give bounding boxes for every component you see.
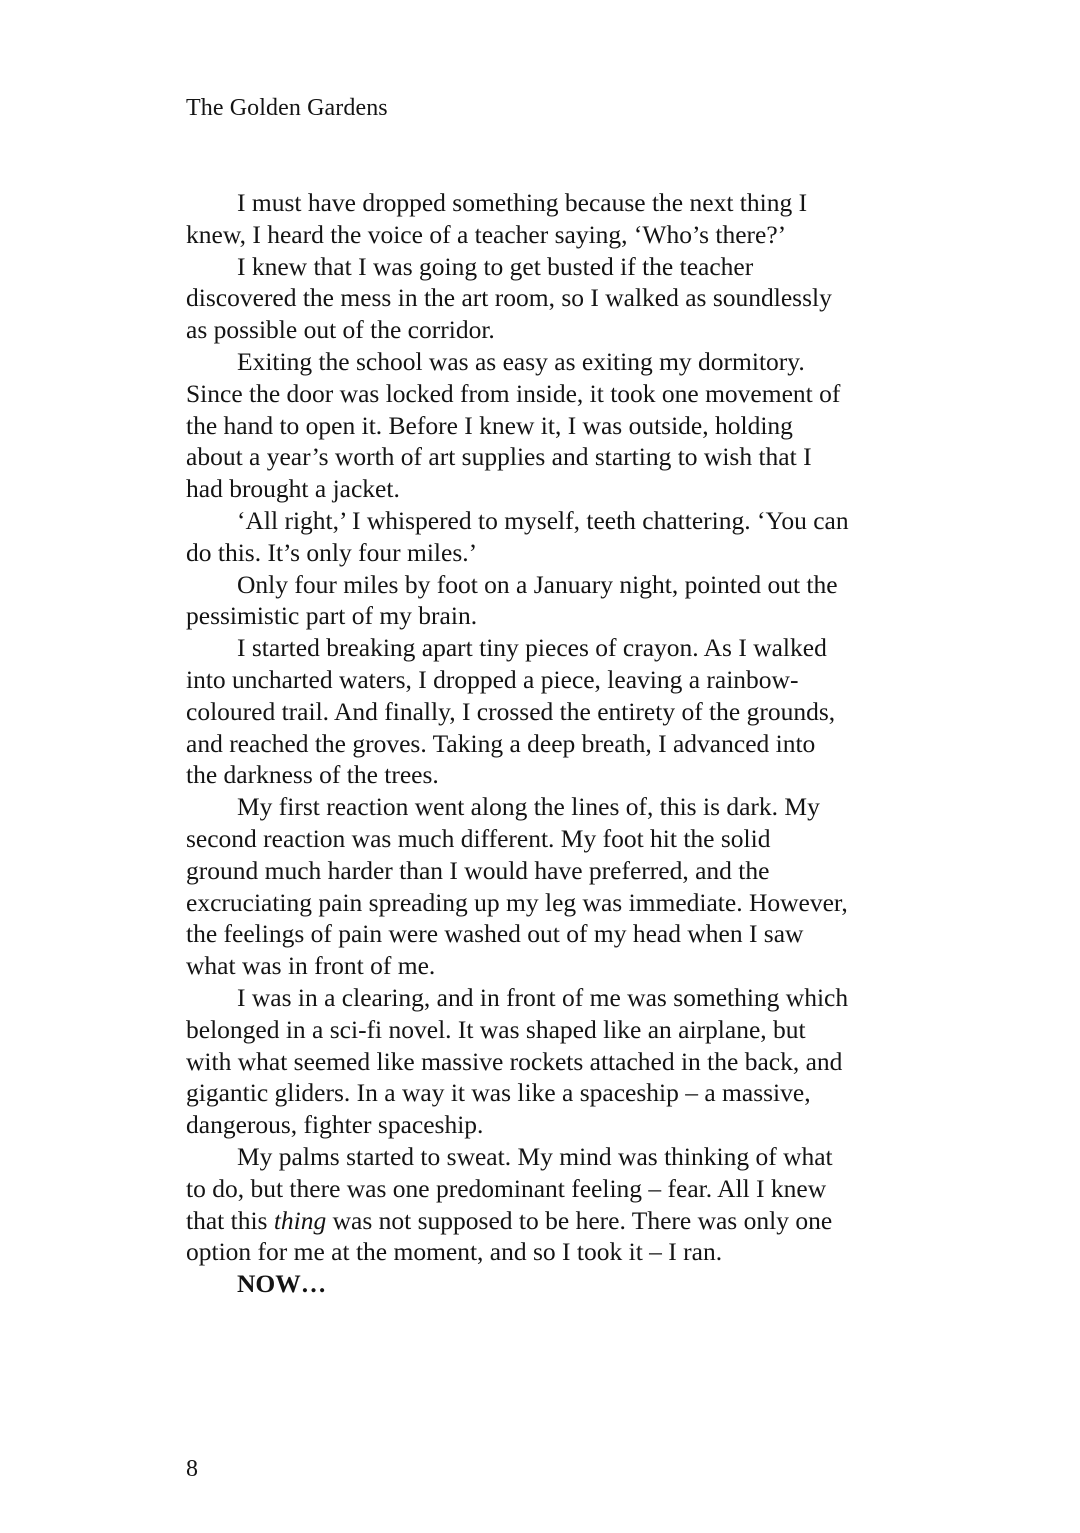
paragraph bbox=[186, 346, 898, 505]
text-run: was not supposed to be here. There was only one bbox=[326, 1205, 833, 1235]
paragraph bbox=[186, 505, 898, 569]
text-line: discovered the mess in the art room, so I walked as soundlessly bbox=[186, 283, 832, 313]
text-line: My first reaction went along the lines of, this is dark. My bbox=[237, 792, 820, 822]
closing-paragraph bbox=[186, 1268, 898, 1300]
text-line: Since the door was locked from inside, it took one movement of bbox=[186, 378, 841, 408]
text-line: what was in front of me. bbox=[186, 951, 436, 981]
text-line: into uncharted waters, I dropped a piece, leaving a rainbow- bbox=[186, 664, 799, 694]
text-line: to do, but there was one predominant feeling – fear. All I knew bbox=[186, 1173, 827, 1203]
text-line: knew, I heard the voice of a teacher saying, ‘Who’s there?’ bbox=[186, 219, 787, 249]
text-line: had brought a jacket. bbox=[186, 474, 400, 504]
text-line: the feelings of pain were washed out of my head when I saw bbox=[186, 919, 804, 949]
text-line: as possible out of the corridor. bbox=[186, 315, 495, 345]
paragraph bbox=[186, 569, 898, 633]
text-line: gigantic gliders. In a way it was like a spaceship – a massive, bbox=[186, 1078, 811, 1108]
text-line: with what seemed like massive rockets attached in the back, and bbox=[186, 1046, 843, 1076]
text-run: that this bbox=[186, 1205, 274, 1235]
text-line: pessimistic part of my brain. bbox=[186, 601, 478, 631]
text-line: the hand to open it. Before I knew it, I was outside, holding bbox=[186, 410, 793, 440]
paragraph bbox=[186, 251, 898, 346]
paragraph bbox=[186, 982, 898, 1141]
text-line: My palms started to sweat. My mind was thinking of what bbox=[237, 1141, 833, 1171]
text-line: dangerous, fighter spaceship. bbox=[186, 1110, 484, 1140]
text-line: Exiting the school was as easy as exiting my dormitory. bbox=[237, 346, 805, 376]
emphasized-word: thing bbox=[273, 1205, 327, 1235]
text-line: the darkness of the trees. bbox=[186, 760, 439, 790]
paragraph bbox=[186, 187, 898, 251]
paragraph bbox=[186, 632, 898, 791]
text-line: about a year’s worth of art supplies and starting to wish that I bbox=[186, 442, 812, 472]
text-line bbox=[186, 1205, 898, 1237]
running-header-title: The Golden Gardens bbox=[186, 95, 388, 121]
body-text bbox=[186, 187, 898, 1300]
text-line: I was in a clearing, and in front of me was something which bbox=[237, 982, 849, 1012]
text-line: option for me at the moment, and so I took it – I ran. bbox=[186, 1237, 723, 1267]
paragraph bbox=[186, 791, 898, 982]
text-line: Only four miles by foot on a January night, pointed out the bbox=[237, 569, 838, 599]
paragraph bbox=[186, 1141, 898, 1268]
text-line: belonged in a sci-fi novel. It was shaped like an airplane, but bbox=[186, 1014, 806, 1044]
text-line: I knew that I was going to get busted if the teacher bbox=[237, 251, 754, 281]
text-line: ‘All right,’ I whispered to myself, teeth chattering. ‘You can bbox=[237, 505, 849, 535]
text-line: excruciating pain spreading up my leg was immediate. However, bbox=[186, 887, 848, 917]
text-line: ground much harder than I would have preferred, and the bbox=[186, 855, 770, 885]
page-number: 8 bbox=[186, 1456, 198, 1482]
text-line: second reaction was much different. My foot hit the solid bbox=[186, 823, 771, 853]
section-marker: NOW… bbox=[237, 1269, 327, 1299]
text-line: coloured trail. And finally, I crossed the entirety of the grounds, bbox=[186, 696, 836, 726]
text-line: I started breaking apart tiny pieces of crayon. As I walked bbox=[237, 633, 827, 663]
text-line: and reached the groves. Taking a deep breath, I advanced into bbox=[186, 728, 816, 758]
text-line: I must have dropped something because the next thing I bbox=[237, 188, 808, 217]
text-line: do this. It’s only four miles.’ bbox=[186, 537, 478, 567]
